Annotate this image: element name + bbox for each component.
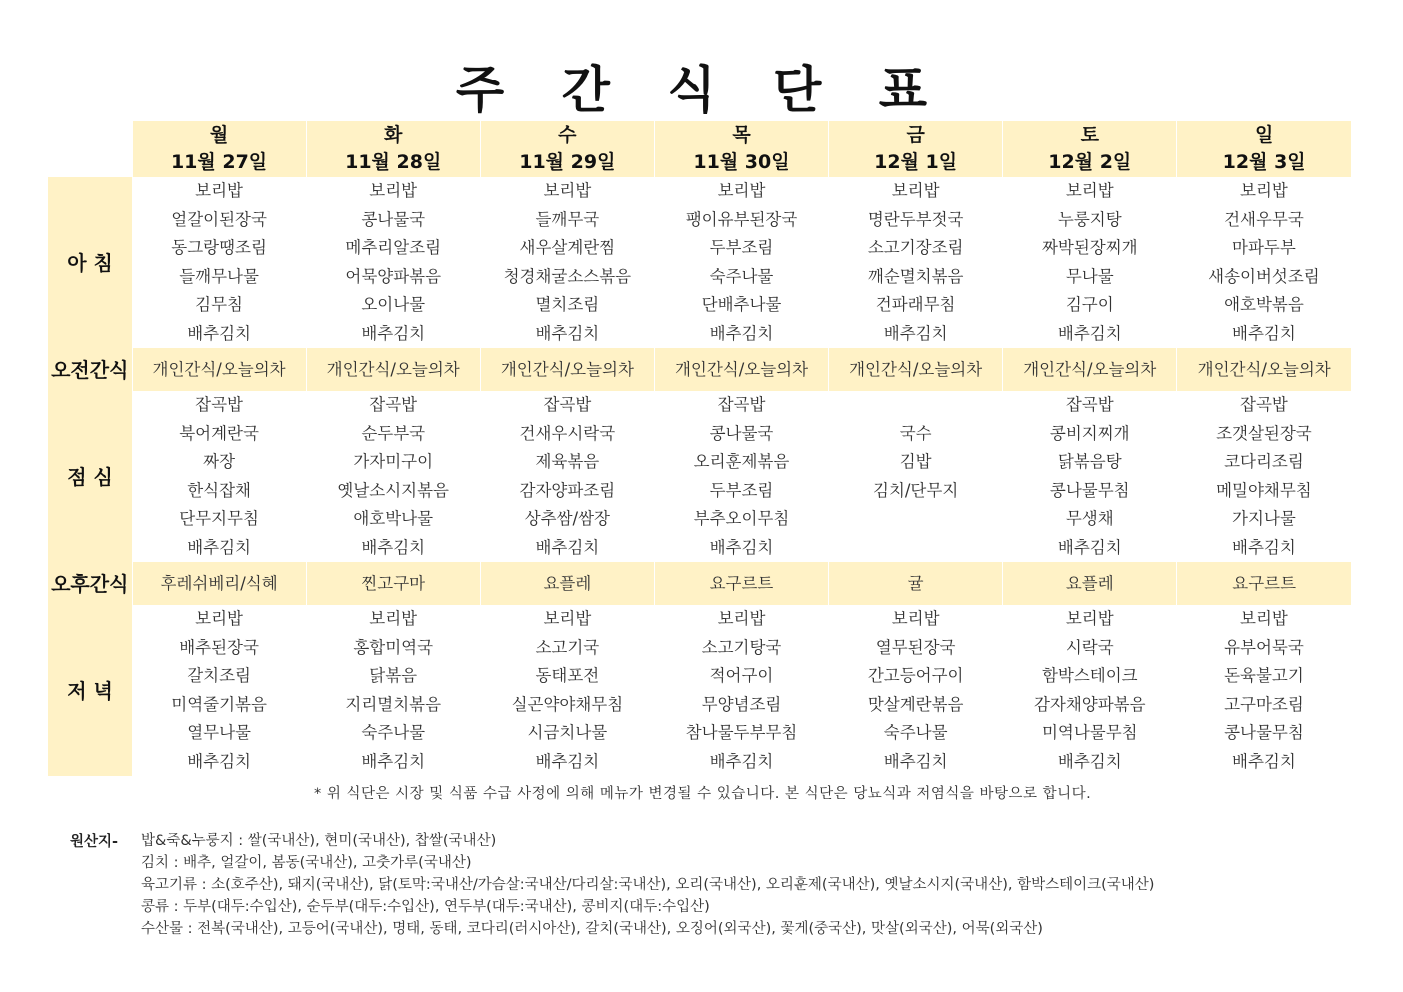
- menu-item: 코다리조림: [1224, 452, 1304, 471]
- menu-item: 건새우시락국: [519, 423, 616, 443]
- menu-item: 동태포전: [535, 666, 600, 685]
- menu-item: 소고기장조림: [867, 238, 964, 257]
- pm-snack-cell-sun: [1177, 562, 1351, 605]
- am-snack-cell-thu: [654, 348, 828, 391]
- menu-item: 숙주나물: [361, 723, 426, 742]
- menu-item: 애호박나물: [353, 509, 434, 528]
- menu-item: 단무지무침: [179, 509, 259, 528]
- day-date: 11월 28일: [345, 151, 442, 173]
- menu-item: 보리밥: [1065, 609, 1114, 628]
- menu-item: 맛살계란볶음: [867, 694, 964, 714]
- dinner-cell-sat: [1003, 605, 1177, 776]
- menu-item: 콩비지찌개: [1049, 423, 1130, 443]
- menu-item: 콩나물국: [709, 423, 774, 443]
- dinner-cell-sun: [1177, 605, 1351, 776]
- menu-item: 가자미구이: [353, 452, 434, 471]
- day-name: 금: [906, 124, 925, 146]
- day-name: 토: [1080, 124, 1099, 146]
- menu-item: 개인간식/오늘의차: [326, 360, 460, 379]
- origin-info: [141, 830, 1154, 940]
- menu-item: 무양념조림: [701, 694, 782, 714]
- breakfast-cell-sun: [1177, 177, 1351, 348]
- menu-item: 한식잡채: [187, 480, 251, 500]
- origin-line-beans: 콩류 : 두부(대두:수입산), 순두부(대두:수입산), 연두부(대두:국내산), 콩비지(대두:수입산): [141, 899, 710, 915]
- pm-snack-cell-wed: [480, 562, 654, 605]
- menu-item: 소고기국: [535, 637, 600, 657]
- day-name: 목: [732, 124, 751, 146]
- lunch-cell-sun: [1177, 391, 1351, 562]
- day-header-wed: [480, 121, 654, 177]
- menu-item: 요구르트: [1232, 574, 1297, 593]
- menu-item: 시락국: [1065, 637, 1114, 657]
- menu-item: 배추김치: [361, 751, 426, 771]
- menu-item: 마파두부: [1232, 238, 1296, 257]
- menu-item: 보리밥: [195, 609, 243, 628]
- menu-item: 들깨무나물: [179, 266, 259, 286]
- menu-item: 시금치나물: [527, 723, 608, 742]
- menu-item: 어묵양파볶음: [345, 266, 442, 286]
- menu-item: 실곤약야채무침: [511, 694, 624, 714]
- day-header-sun: [1177, 121, 1351, 177]
- breakfast-cell-fri: [829, 177, 1003, 348]
- menu-item: 오이나물: [361, 295, 426, 314]
- menu-item: [829, 391, 1003, 420]
- am-snack-cell-wed: [480, 348, 654, 391]
- menu-item: 멸치조림: [535, 295, 600, 314]
- header-corner: [48, 121, 132, 177]
- breakfast-row: [48, 177, 1351, 348]
- day-date: 11월 27일: [170, 151, 268, 173]
- menu-item: 보리밥: [543, 181, 592, 200]
- breakfast-cell-thu: [654, 177, 828, 348]
- menu-item: 잡곡밥: [543, 395, 592, 414]
- menu-item: 새송이버섯조림: [1208, 266, 1320, 286]
- day-header-sat: [1003, 121, 1177, 177]
- menu-item: 새우살계란찜: [519, 238, 616, 257]
- menu-item: 건새우무국: [1224, 209, 1304, 229]
- menu-item: 보리밥: [891, 181, 940, 200]
- menu-item: 귤: [907, 574, 924, 593]
- day-header-tue: [306, 121, 480, 177]
- menu-item: 배추김치: [535, 537, 600, 557]
- menu-item: 배추김치: [187, 537, 251, 557]
- menu-item: 보리밥: [369, 181, 418, 200]
- menu-item: 순두부국: [361, 423, 426, 443]
- menu-item: 배추김치: [361, 537, 426, 557]
- lunch-row: [48, 391, 1351, 562]
- dinner-cell-thu: [654, 605, 828, 776]
- menu-item: 보리밥: [369, 609, 418, 628]
- menu-item: 배추김치: [187, 751, 251, 771]
- page-title: 주 간 식 단 표: [455, 61, 948, 119]
- menu-item: 배추김치: [883, 323, 948, 343]
- breakfast-cell-wed: [480, 177, 654, 348]
- menu-item: 두부조림: [709, 238, 774, 257]
- menu-item: 배추김치: [883, 751, 948, 771]
- menu-item: 개인간식/오늘의차: [849, 360, 983, 379]
- day-header-mon: [132, 121, 306, 177]
- am-snack-cell-tue: [306, 348, 480, 391]
- lunch-cell-fri: [829, 391, 1003, 562]
- menu-item: 무생채: [1065, 509, 1114, 528]
- menu-item: 홍합미역국: [353, 637, 434, 657]
- menu-item: 잡곡밥: [1240, 395, 1288, 414]
- menu-item: 배추김치: [361, 323, 426, 343]
- am-snack-label: 오전간식: [48, 348, 132, 391]
- menu-item: 숙주나물: [883, 723, 948, 742]
- menu-item: 닭볶음탕: [1057, 452, 1122, 471]
- lunch-cell-sat: [1003, 391, 1177, 562]
- menu-item: 지리멸치볶음: [345, 694, 442, 714]
- menu-item: [829, 505, 1003, 534]
- day-date: 11월 29일: [519, 151, 616, 173]
- menu-item: 조갯살된장국: [1216, 423, 1312, 443]
- menu-item: 제육볶음: [535, 452, 600, 471]
- menu-item: 김무침: [195, 295, 243, 314]
- menu-item: 메밀야채무침: [1216, 480, 1312, 500]
- day-date: 12월 2일: [1048, 151, 1132, 173]
- menu-item: 보리밥: [1240, 181, 1288, 200]
- weekly-menu-table: [48, 121, 1351, 776]
- menu-item: [829, 534, 1003, 563]
- origin-line-meat: 육고기류 : 소(호주산), 돼지(국내산), 닭(토막:국내산/가슴살:국내산/다리살:국내산), 오리(국내산), 오리훈제(국내산), 옛날소시지(국내산), 함박스테이크(국내산): [141, 877, 1155, 893]
- menu-item: 청경채굴소스볶음: [503, 266, 632, 286]
- origin-label: 원산지-: [70, 834, 119, 850]
- menu-item: 메추리알조림: [345, 238, 442, 257]
- am-snack-cell-fri: [829, 348, 1003, 391]
- menu-item: 감자채양파볶음: [1033, 694, 1146, 714]
- dinner-cell-tue: [306, 605, 480, 776]
- day-date: 11월 30일: [693, 151, 790, 173]
- menu-item: 간고등어구이: [867, 666, 964, 685]
- menu-item: 함박스테이크: [1041, 666, 1138, 685]
- menu-item: 찐고구마: [361, 574, 426, 593]
- menu-item: 깨순멸치볶음: [867, 266, 964, 286]
- menu-item: 얼갈이된장국: [171, 209, 267, 229]
- menu-item: 감자양파조림: [519, 480, 616, 500]
- menu-item: 무나물: [1065, 266, 1114, 286]
- menu-item: 들깨무국: [535, 209, 600, 229]
- dinner-label: 저 녁: [48, 605, 132, 776]
- menu-item: 짜박된장찌개: [1041, 238, 1138, 257]
- day-name: 수: [558, 124, 577, 146]
- menu-item: 보리밥: [195, 181, 243, 200]
- menu-item: 잡곡밥: [1065, 395, 1114, 414]
- menu-item: 개인간식/오늘의차: [674, 360, 809, 379]
- menu-item: 배추김치: [709, 323, 774, 343]
- day-header-thu: [654, 121, 828, 177]
- menu-item: 보리밥: [543, 609, 592, 628]
- dinner-cell-mon: [132, 605, 306, 776]
- pm-snack-row: [48, 562, 1351, 605]
- breakfast-label: 아 침: [48, 177, 132, 348]
- menu-item: 열무된장국: [875, 637, 956, 657]
- menu-item: 명란두부젓국: [867, 209, 964, 229]
- menu-item: 적어구이: [709, 666, 774, 685]
- origin-line-rice: 밥&죽&누룽지 : 쌀(국내산), 현미(국내산), 찹쌀(국내산): [141, 833, 497, 849]
- menu-item: 보리밥: [1065, 181, 1114, 200]
- menu-item: 숙주나물: [709, 266, 774, 286]
- am-snack-cell-sun: [1177, 348, 1351, 391]
- menu-item: 옛날소시지볶음: [337, 480, 449, 500]
- menu-item: 김밥: [899, 452, 932, 471]
- menu-item: 가지나물: [1232, 509, 1296, 528]
- dinner-cell-wed: [480, 605, 654, 776]
- menu-item: 소고기탕국: [701, 637, 782, 657]
- menu-item: 유부어묵국: [1224, 637, 1304, 657]
- menu-item: 보리밥: [891, 609, 940, 628]
- menu-item: 배추김치: [1057, 537, 1122, 557]
- menu-item: 갈치조림: [187, 666, 251, 685]
- menu-item: 배추된장국: [179, 637, 259, 657]
- menu-item: 건파래무침: [875, 295, 956, 314]
- lunch-cell-tue: [306, 391, 480, 562]
- menu-item: 개인간식/오늘의차: [1197, 360, 1331, 379]
- pm-snack-cell-fri: [829, 562, 1003, 605]
- menu-item: 콩나물무침: [1224, 723, 1304, 742]
- dinner-row: [48, 605, 1351, 776]
- menu-item: 동그랑땡조림: [171, 238, 267, 257]
- menu-item: 미역나물무침: [1041, 723, 1138, 742]
- menu-item: 닭볶음: [369, 666, 418, 685]
- menu-item: 배추김치: [535, 323, 600, 343]
- menu-item: 짜장: [203, 452, 236, 471]
- menu-item: 오리훈제볶음: [693, 452, 790, 471]
- menu-item: 요플레: [543, 574, 592, 593]
- menu-item: 김치/단무지: [873, 480, 959, 500]
- menu-item: 보리밥: [1240, 609, 1288, 628]
- menu-item: 배추김치: [187, 323, 251, 343]
- lunch-cell-mon: [132, 391, 306, 562]
- menu-item: 잡곡밥: [717, 395, 766, 414]
- menu-item: 배추김치: [1232, 323, 1296, 343]
- menu-item: 미역줄기볶음: [171, 694, 267, 714]
- pm-snack-cell-tue: [306, 562, 480, 605]
- menu-item: 돈육불고기: [1224, 666, 1304, 685]
- menu-item: 고구마조림: [1224, 694, 1304, 714]
- am-snack-cell-sat: [1003, 348, 1177, 391]
- breakfast-cell-sat: [1003, 177, 1177, 348]
- menu-item: 참나물두부무침: [685, 723, 798, 742]
- pm-snack-label: 오후간식: [48, 562, 132, 605]
- day-header-fri: [829, 121, 1003, 177]
- menu-item: 개인간식/오늘의차: [152, 360, 286, 379]
- day-name: 화: [384, 124, 403, 146]
- menu-item: 후레쉬베리/식혜: [160, 574, 278, 593]
- menu-item: 보리밥: [717, 609, 766, 628]
- menu-item: 누룽지탕: [1057, 209, 1122, 229]
- menu-item: 보리밥: [717, 181, 766, 200]
- menu-item: 배추김치: [1057, 323, 1122, 343]
- menu-item: 요플레: [1065, 574, 1114, 593]
- day-name: 일: [1254, 124, 1274, 146]
- menu-item: 팽이유부된장국: [685, 209, 798, 229]
- origin-line-seafood: 수산물 : 전복(국내산), 고등어(국내산), 명태, 동태, 코다리(러시아산), 갈치(국내산), 오징어(외국산), 꽃게(중국산), 맛살(외국산), 어묵(외국산): [141, 921, 1043, 937]
- day-name: 월: [209, 124, 229, 146]
- day-date: 12월 1일: [874, 151, 958, 173]
- menu-item: 배추김치: [535, 751, 600, 771]
- menu-item: 애호박볶음: [1224, 295, 1304, 314]
- lunch-cell-thu: [654, 391, 828, 562]
- menu-item: 개인간식/오늘의차: [1023, 360, 1157, 379]
- pm-snack-cell-thu: [654, 562, 828, 605]
- menu-item: 두부조림: [709, 480, 774, 500]
- menu-item: 부추오이무침: [693, 509, 790, 528]
- menu-item: 개인간식/오늘의차: [500, 360, 634, 379]
- menu-item: 잡곡밥: [195, 395, 243, 414]
- menu-item: 콩나물무침: [1049, 480, 1130, 500]
- breakfast-cell-tue: [306, 177, 480, 348]
- breakfast-cell-mon: [132, 177, 306, 348]
- menu-item: 배추김치: [709, 537, 774, 557]
- menu-item: 배추김치: [1057, 751, 1122, 771]
- menu-item: 배추김치: [1232, 751, 1296, 771]
- menu-item: 상추쌈/쌈장: [524, 509, 610, 528]
- menu-item: 김구이: [1065, 295, 1114, 314]
- menu-item: 배추김치: [1232, 537, 1296, 557]
- dinner-cell-fri: [829, 605, 1003, 776]
- day-date: 12월 3일: [1222, 151, 1306, 173]
- menu-item: 요구르트: [709, 574, 774, 593]
- pm-snack-cell-sat: [1003, 562, 1177, 605]
- lunch-label: 점 심: [48, 391, 132, 562]
- pm-snack-cell-mon: [132, 562, 306, 605]
- am-snack-row: [48, 348, 1351, 391]
- menu-item: 국수: [899, 423, 932, 443]
- menu-item: 열무나물: [187, 723, 251, 742]
- day-header-row: [48, 121, 1351, 177]
- lunch-cell-wed: [480, 391, 654, 562]
- menu-item: 배추김치: [709, 751, 774, 771]
- menu-change-notice: * 위 식단은 시장 및 식품 수급 사정에 의해 메뉴가 변경될 수 있습니다. 본 식단은 당뇨식과 저염식을 바탕으로 합니다.: [314, 786, 1092, 802]
- menu-item: 북어계란국: [179, 423, 259, 443]
- menu-item: 잡곡밥: [369, 395, 418, 414]
- menu-item: 콩나물국: [361, 209, 426, 229]
- menu-item: 단배추나물: [701, 295, 782, 314]
- am-snack-cell-mon: [132, 348, 306, 391]
- origin-line-kimchi: 김치 : 배추, 얼갈이, 봄동(국내산), 고춧가루(국내산): [141, 855, 472, 871]
